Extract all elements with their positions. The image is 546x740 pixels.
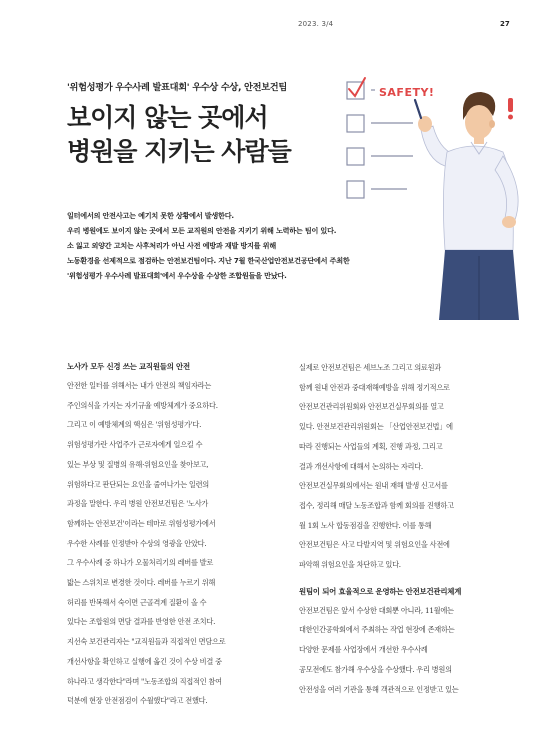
body-line: 실제로 안전보건팀은 세브노조 그리고 의료원과 [299,363,442,372]
left-column-body [67,376,287,711]
body-line: 안전보건실무회의에서는 원내 재해 발생 신고서를 [299,481,448,491]
body-line: 따라 진행되는 사업들의 계획, 진행 과정, 그리고 [299,441,443,451]
title-line-1: 보이지 않는 곳에서 [67,103,268,132]
body-line: 함께하는 안전보건'이라는 테마로 위험성평가에서 [67,518,216,528]
body-line: 밟는 스위치로 변경한 것이다. 레버를 누르기 위해 [67,578,216,588]
exclamation-icon [508,98,513,120]
body-line: 공모전에도 참가해 우수상을 수상했다. 우리 병원의 [299,664,452,674]
lead-line: 일터에서의 안전사고는 예기치 못한 상황에서 발생한다. [67,211,234,220]
body-line: 있는 부상 및 질병의 유해·위험요인을 찾아보고, [67,459,209,469]
body-line: 월 1회 노사 합동점검을 진행한다. 이를 통해 [299,520,432,530]
lead-line: 노동환경을 선제적으로 점검하는 안전보건팀이다. 지난 7월 한국산업안전보건공단에서 주최한 [67,256,350,265]
body-line: 위험하다고 판단되는 요인을 줄여나가는 일련의 [67,479,210,489]
lead-line: 소 잃고 외양간 고치는 사후처리가 아닌 사전 예방과 재발 방지를 위해 [67,241,276,250]
body-line: 허리를 반복해서 숙이면 근골격계 질환이 올 수 [67,597,207,607]
body-line: 파악해 위험요인을 차단하고 있다. [299,560,401,570]
body-line: 있다는 조합원의 면담 결과를 반영한 안전 조치다. [67,617,216,627]
lead-line: 우리 병원에도 보이지 않는 곳에서 모든 교직원의 안전을 지키기 위해 노력하는 팀이 있다. [67,226,337,235]
body-line: 위험성평가란 사업주가 근로자에게 일으킬 수 [67,440,203,450]
section-gap [299,575,519,583]
section-title-one-team: 원팀이 되어 효율적으로 운영하는 안전보건관리체계 [299,586,462,596]
right-column-body-2 [299,601,519,700]
body-line: 주인의식을 가지는 자기규율 예방체계가 중요하다. [67,400,218,410]
right-column-body-1 [299,358,519,575]
left-column [67,358,287,711]
body-line: 지선숙 보건관리자는 "교직원들과 직접적인 면담으로 [67,637,226,647]
body-line: 결과 개선사항에 대해서 논의하는 자리다. [299,461,423,471]
body-line: 과정을 말한다. 우리 병원 안전보건팀은 '노사가 [67,499,209,509]
title-line-2: 병원을 지키는 사람들 [67,137,291,166]
lead-paragraph [67,208,507,283]
page-header [0,20,546,34]
check-mark-icon [349,78,365,96]
article-subhead: '위험성평가 우수사례 발표대회' 우수상 수상, 안전보건팀 [67,82,287,93]
body-line: 대한인간공학회에서 주최하는 작업 현장에 존재하는 [299,625,455,635]
article-title [67,101,291,169]
body-line: 그 우수사례 중 하나가 오물처리기의 레버를 발로 [67,558,214,568]
body-line: 그리고 이 예방체계의 핵심은 '위험성평가'다. [67,420,202,430]
right-column [299,358,519,699]
body-line: 개선사항을 확인하고 실행에 옮긴 것이 수상 비결 중 [67,656,222,666]
body-line: 다양한 문제를 사업장에서 개선한 우수사례 [299,645,428,655]
person-figure [415,92,519,320]
section-title-safety: 노사가 모두 신경 쓰는 교직원들의 안전 [67,362,190,371]
checklist-icon [347,82,413,198]
page-number: 27 [500,20,510,28]
safety-sign: SAFETY! [379,86,435,99]
body-line: 덕분에 현장 안전점검이 수월했다"라고 전했다. [67,696,208,706]
issue-date: 2023. 3/4 [298,20,334,28]
body-line: 안전성을 여러 기관을 통해 객관적으로 인정받고 있는 [299,684,459,694]
lead-line: '위험성평가 우수사례 발표대회'에서 우수상을 수상한 조합원들을 만났다. [67,271,287,280]
body-line: 하나라고 생각한다"라며 "노동조합의 직접적인 참여 [67,676,222,686]
body-line: 우수한 사례를 인정받아 수상의 영광을 안았다. [67,538,207,548]
body-line: 접수, 정리해 매달 노동조합과 함께 회의를 진행하고 [299,500,454,510]
body-line: 안전보건관리위원회와 안전보건실무회의를 열고 [299,402,444,412]
body-line: 함께 원내 안전과 중대재해예방을 위해 정기적으로 [299,382,450,392]
body-line: 안전보건팀은 사고 다발지역 및 위험요인을 사전에 [299,540,450,550]
body-line: 안전한 일터를 위해서는 내가 안전의 책임자라는 [67,381,212,390]
body-line: 있다. 안전보건관리위원회는 「산업안전보건법」에 [299,422,453,432]
body-line: 안전보건팀은 앞서 수상한 대회뿐 아니라, 11월에는 [299,605,454,615]
